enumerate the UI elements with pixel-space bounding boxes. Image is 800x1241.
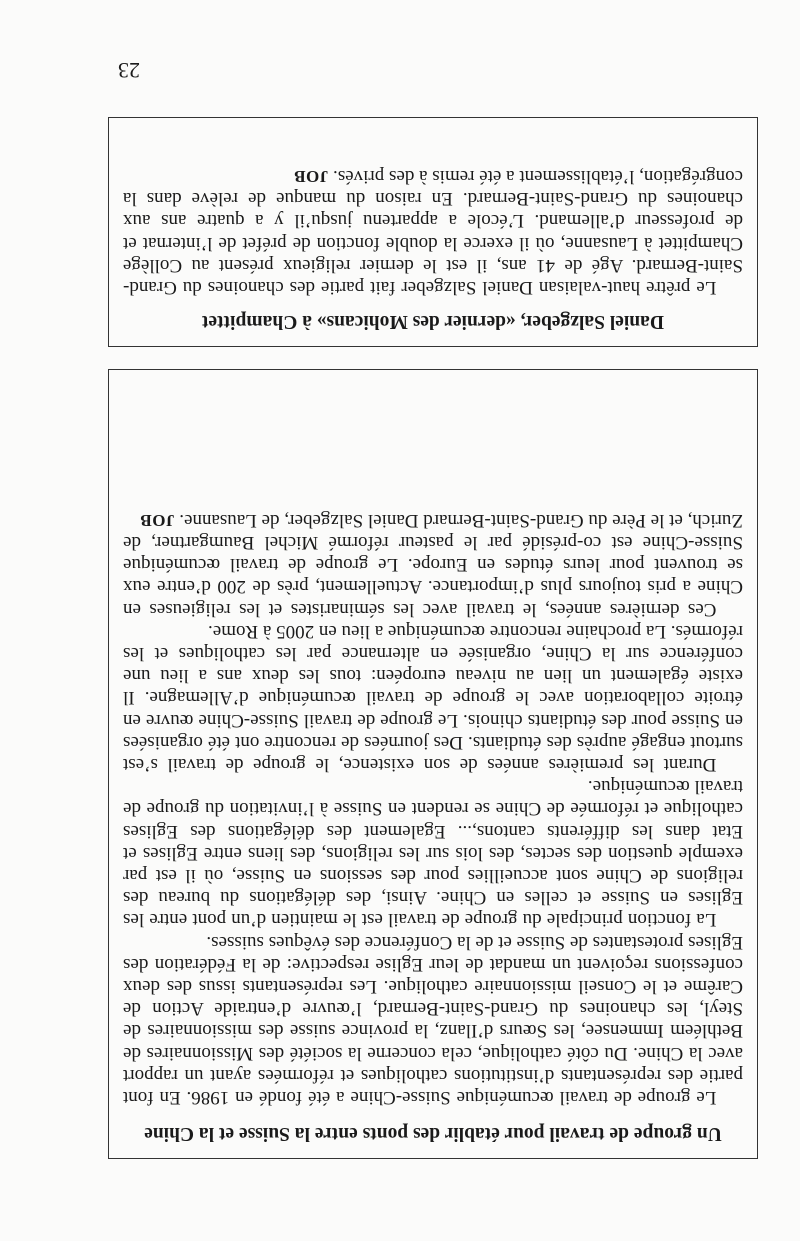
article-title: Daniel Salzgeber, «dernier des Mohicans» à Champittet — [201, 311, 665, 332]
article-paragraph: Le groupe de travail œcuménique Suisse-Chine a été fondé en 1986. En font partie des représentants d’institutions catholiques et réformées ayant un rapport avec la Chine. Du côté catholique, cela concerne la société des Missionnaires de Bethléem Immensee, les Sœurs d’Ilanz, la province suisse des missionnaires de Steyl, les chanoines du Grand-Saint-Bernard, l’œuvre d’entraide Action de Carême et le Conseil missionnaire catholique. Les représentants issus des deux confessions reçoivent un mandat de leur Eglise respective: de la Fédération des Eglises protestantes de Suisse et de la Conférence des évêques suisses. — [123, 931, 743, 1108]
article-paragraph-text: Le prêtre haut-valaisan Daniel Salzgeber fait partie des chanoines du Grand-Saint-Bernard. Agé de 41 ans, il est le dernier religieux présent au Collège Champittet à Lausanne, où il exerce la double fonction de préfet de l’internat et de professeur d’allemand. L’école a appartenu jusqu’il y a quatre ans aux chanoines du Grand-Saint-Bernard. En raison du manque de relève dans la congrégation, l’établissement a été remis à des privés. — [123, 165, 743, 298]
article-box-salzgeber — [108, 117, 758, 347]
article-paragraph: Durant les premières années de son existence, le groupe de travail s’est surtout engagé auprès des étudiants. Des journées de rencontre ont été organisées en Suisse pour des étudiants chinois. Le groupe de travail Suisse-Chine œuvre en étroite collaboration avec le groupe de travail œcuménique d’Allemagne. Il existe également un lien au niveau européen: tous les deux ans a lieu une conférence sur la Chine, organisée en alternance par les catholiques et les réformés. La prochaine rencontre œcuménique a lieu en 2005 à Rome. — [123, 620, 743, 775]
author-signature: JOB — [293, 166, 329, 186]
author-signature: JOB — [139, 510, 175, 530]
article-title: Un groupe de travail pour établir des ponts entre la Suisse et la Chine — [144, 1123, 722, 1144]
article-paragraph — [123, 165, 743, 298]
page-number: 23 — [118, 58, 140, 83]
article-paragraph: La fonction principale du groupe de travail est le maintien d’un pont entre les Eglises en Suisse et celles en Chine. Ainsi, des délégations du bureau des religions de Chine sont accueillies pour des sessions en Suisse, où il est par exemple question des sectes, des lois sur les religions, des liens entre Eglises et Etat dans les différents cantons,... Egalement des délégations des Eglises catholique et réformée de Chine se rendent en Suisse à l’invitation du groupe de travail œcuménique. — [123, 776, 743, 931]
article-paragraph — [123, 509, 743, 620]
article-box-china — [108, 369, 758, 1159]
article-paragraph-text: Ces dernières années, le travail avec les séminaristes et les religieuses en Chine a pris toujours plus d’importance. Actuellement, près de 200 d’entre eux se trouvent pour leurs études en Europe. Le groupe de travail œcuménique Suisse-Chine est co-présidé par le pasteur réformé Michel Baumgartner, de Zurich, et le Père du Grand-Saint-Bernard Daniel Salzgeber, de Lausanne. — [123, 509, 743, 620]
